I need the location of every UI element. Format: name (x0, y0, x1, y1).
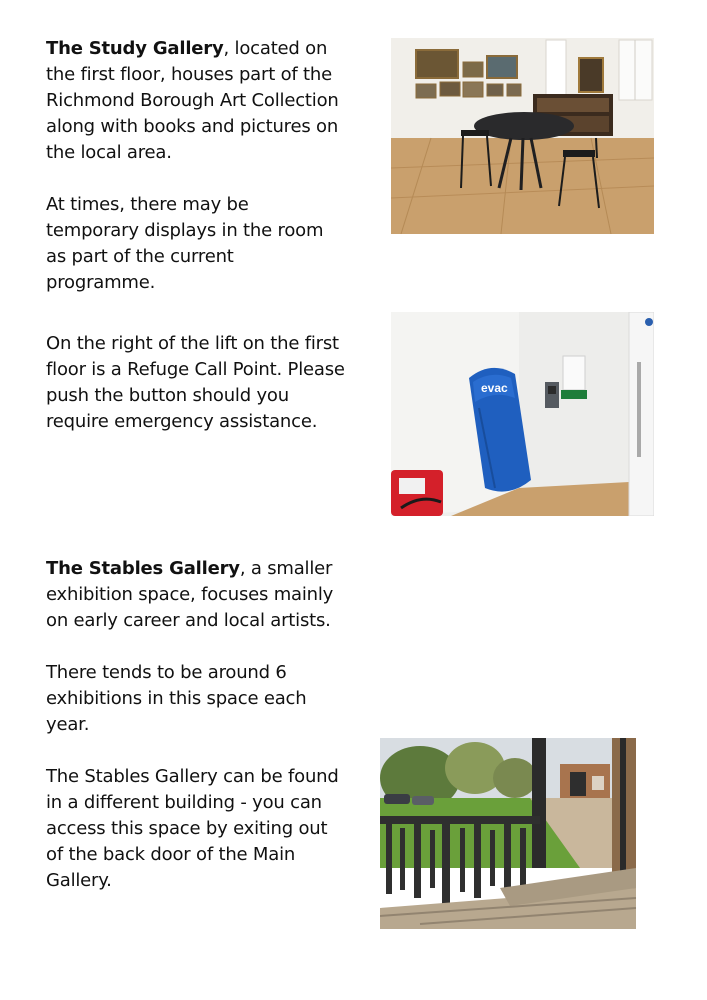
refuge-call-point-photo (391, 312, 654, 516)
study-gallery-title: The Study Gallery (46, 38, 224, 59)
stables-gallery-intro (46, 556, 346, 634)
refuge-call-point-section (46, 331, 346, 435)
stables-gallery-section (46, 556, 346, 894)
stables-gallery-description: , a smaller exhibition space, focuses mainly on early career and local artists. (46, 558, 334, 631)
study-gallery-section (46, 36, 346, 296)
study-gallery-description: , located on the first floor, houses part of the Richmond Borough Art Collection along with books and pictures on the local area. (46, 38, 339, 163)
study-gallery-intro (46, 36, 346, 166)
stables-gallery-access: The Stables Gallery can be found in a different building - you can access this space by exiting out of the back door of the Main Gallery. (46, 766, 339, 891)
evac-chair-brand: evac (481, 381, 508, 395)
study-gallery-displays: At times, there may be temporary displays in the room as part of the current programme. (46, 194, 324, 293)
refuge-call-point-text: On the right of the lift on the first floor is a Refuge Call Point. Please push the button should you require emergency assistance. (46, 333, 345, 432)
stables-gallery-photo (380, 738, 636, 929)
study-gallery-photo (391, 38, 654, 234)
stables-gallery-exhibitions: There tends to be around 6 exhibitions in this space each year. (46, 662, 307, 735)
stables-gallery-title: The Stables Gallery (46, 558, 240, 579)
